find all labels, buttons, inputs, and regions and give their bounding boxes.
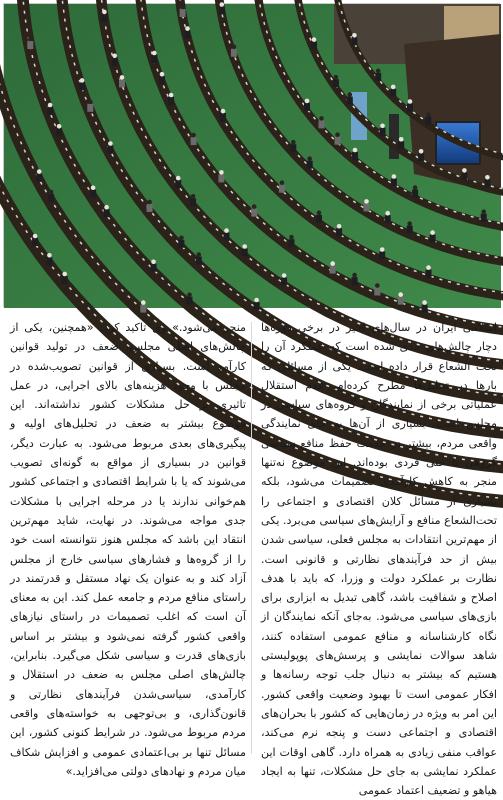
seated-delegate [336,224,342,236]
seated-delegate [319,116,325,128]
seated-delegate [185,26,191,38]
seated-delegate [178,236,184,248]
seated-delegate [335,132,341,144]
seated-delegate [196,252,202,264]
parliament-chamber-illustration [4,4,501,308]
seated-delegate [385,211,391,223]
seated-delegate [175,176,181,188]
seated-delegate [407,221,413,233]
seated-delegate [220,109,226,121]
seated-delegate [375,69,381,81]
seated-delegate [107,141,113,153]
seated-delegate [484,175,490,187]
seated-delegate [481,209,487,221]
seated-delegate [422,300,428,312]
seated-delegate [461,168,467,180]
article-column-left: منجر می‌شود.» وی تاکید کرد: «همچنین، یکی از چالش‌های اصلی مجلس، ضعف در تولید قوانین کارآمد است. بسیاری از قوانین تصویب‌شده در مجلس با وجود هزینه‌های بالای اجرایی، در عمل تاثیری بر حل مشکلات کشور نداشته‌اند. این موضوع بیشتر به ضعف در تحلیل‌های اولیه و پیگیری‌های بعدی مربوط می‌شود. به عبارت دیگر، قوانین در بسیاری از مواقع به گونه‌ای تصویب می‌شوند که یا با شرایط اقتصادی و اجتماعی کشور هم‌خوانی ندارند یا در مرحله اجرایی با مشکلات جدی مواجه می‌شوند. در نهایت، شاید مهم‌ترین انتقاد این باشد که مجلس هنوز نتوانسته است خود را از گروه‌ها و فشارهای سیاسی خارج از مجلس آزاد کند و به عنوان یک نهاد مستقل و قدرتمند در راستای منافع مردم و جامعه عمل کند. این به معنای آن است که اغلب تصمیمات در راستای نیازهای واقعی کشور گرفته نمی‌شود و بیشتر بر اساس بازی‌های قدرت و سیاسی شکل می‌گیرد. بنابراین، چالش‌های اصلی مجلس به ضعف در استقلال و کارآمدی، سیاسی‌شدن فرآیندهای نظارتی و قانون‌گذاری، و بی‌توجهی به خواسته‌های واقعی مردم مربوط می‌شود. در شرایط کنونی کشور، این مسائل تنها بر بی‌اعتمادی عمومی و افزایش شکاف میان مردم و نهادهای دولتی می‌افزاید.» [10,318,246,758]
article-column-right: اسلامی ایران در سال‌های اخیر در برخی دوره‌ها دچار چالش‌های جدی شده است که عملکرد آن را تحت الشعاع قرار داده است. یکی از مسائلی که بارها در تحلیل‌ها مطرح کرده‌ام، عدم استقلال عملیاتی برخی از نمایندگان و گروه‌های سیاسی در مجلس است. بسیاری از آن‌ها به جای نمایندگی واقعی مردم، بیشتر در خدمت حفظ منافع سیاسی گروهی یا حتی فردی بوده‌اند. این موضوع نه‌تنها منجر به کاهش کارآمدی تصمیمات می‌شود، بلکه بسیاری از مسائل کلان اقتصادی و اجتماعی را تحت‌الشعاع منافع و آرایش‌های سیاسی می‌برد. یکی از مهم‌ترین انتقادات به مجلس فعلی، سیاسی شدن بیش از حد فرآیندهای نظارتی و قانونی است. نظارت بر عملکرد دولت و وزرا، که باید با هدف اصلاح و شفافیت باشد، گاهی تبدیل به ابزاری برای بازی‌های سیاسی می‌شود. به‌جای آنکه نمایندگان از نگاه کارشناسانه و منافع عمومی استفاده کنند، شاهد سوالات نمایشی و پرسش‌های پوپولیستی هستیم که بیشتر به دنبال جلب توجه رسانه‌ها و افکار عمومی است تا بهبود وضعیت واقعی کشور. این امر به ویژه در زمان‌هایی که کشور با بحران‌های اقتصادی و اجتماعی دست و پنجه نرم می‌کند، عواقب منفی زیادی به همراه دارد. گاهی اوقات این عملکرد نمایشی به جای حل مشکلات، تنها به ایجاد هیاهو و تضعیف اعتماد عمومی [261,318,497,758]
seated-delegate [254,298,260,310]
seated-delegate [316,211,322,223]
seated-delegate [112,54,118,66]
seated-delegate [27,37,33,49]
seated-delegate [330,261,336,273]
seated-delegate [56,124,62,136]
seated-delegate [159,72,165,84]
seated-delegate [62,272,68,284]
seated-delegate [352,148,358,160]
seated-delegate [364,199,370,211]
seated-delegate [79,78,85,90]
seated-delegate [290,140,296,152]
presiding-platform [404,34,501,194]
seated-delegate [251,204,257,216]
parliament-chamber-photo [3,3,500,307]
seated-delegate [351,33,357,45]
seated-delegate [36,169,42,181]
column-divider [251,322,252,754]
seated-delegate [48,190,54,202]
seated-delegate [430,230,436,242]
seated-delegate [187,292,193,304]
seated-delegate [218,170,224,182]
seated-delegate [242,244,248,256]
seated-delegate [180,5,186,17]
seated-delegate [190,194,196,206]
seated-delegate [289,235,295,247]
seated-delegate [219,2,225,14]
seated-delegate [46,253,52,265]
seated-delegate [412,185,418,197]
seated-delegate [47,103,53,115]
seated-delegate [279,180,285,192]
seated-delegate [224,228,230,240]
seated-delegate [90,185,96,197]
seated-delegate [168,93,174,105]
seated-delegate [140,300,146,312]
seated-delegate [333,75,339,87]
seated-delegate [352,273,358,285]
seated-delegate [418,149,424,161]
seated-delegate [374,283,380,295]
seated-delegate [32,234,38,246]
seated-delegate [191,133,197,145]
seated-delegate [391,174,397,186]
seated-delegate [231,45,237,57]
seated-delegate [87,100,93,112]
seated-delegate [281,273,287,285]
seated-delegate [426,265,432,277]
seated-delegate [147,200,153,212]
seated-delegate [104,205,110,217]
seated-delegate [304,99,310,111]
seated-delegate [347,92,353,104]
seated-delegate [307,156,313,168]
seated-delegate [151,260,157,272]
seated-delegate [101,10,107,22]
seated-delegate [425,112,431,124]
seated-delegate [311,37,317,49]
seated-delegate [398,137,404,149]
seated-delegate [390,85,396,97]
seated-delegate [379,247,385,259]
seated-delegate [380,124,386,136]
seated-delegate [119,75,125,87]
seated-delegate [151,51,157,63]
seated-delegate [407,99,413,111]
seated-delegate [398,292,404,304]
